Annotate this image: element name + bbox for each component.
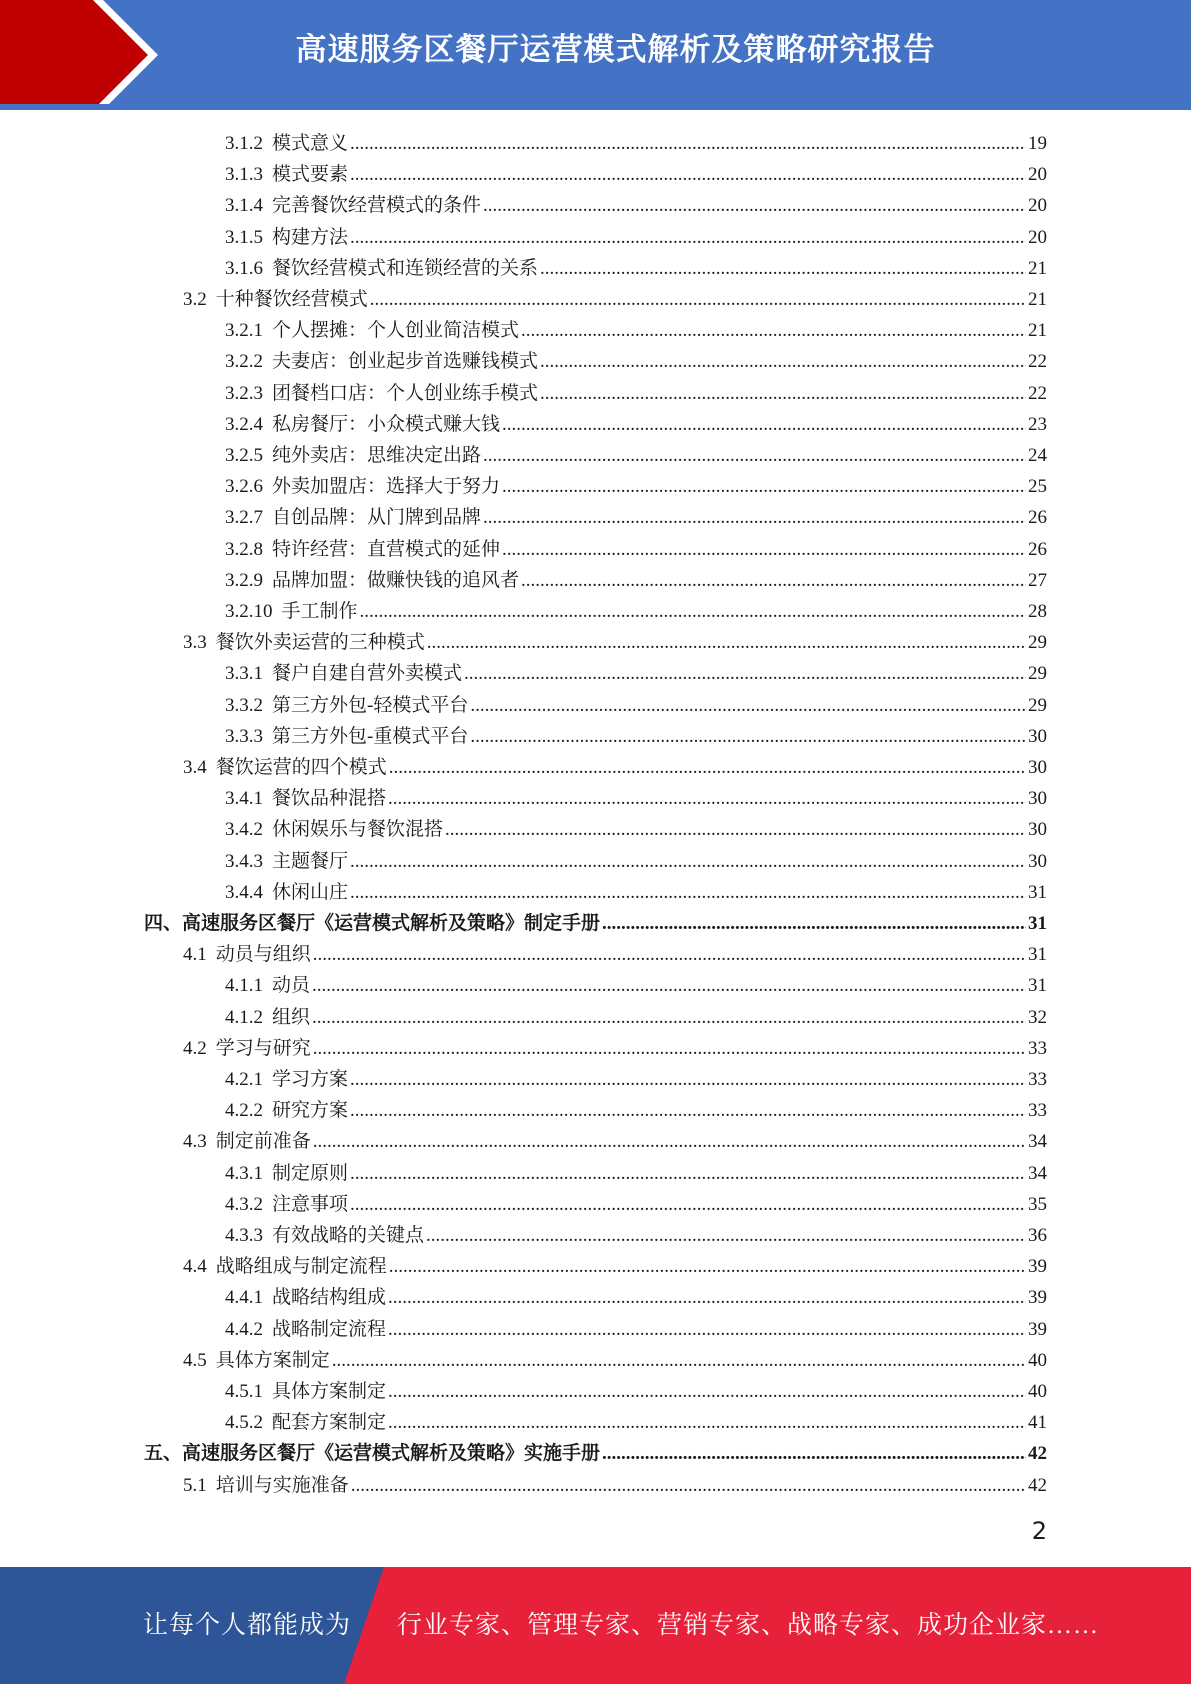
toc-entry-number: 3.2.10 — [225, 601, 273, 622]
toc-entry-number: 4.3.3 — [225, 1225, 263, 1246]
toc-dot-leader — [388, 1314, 1026, 1345]
toc-entry-page: 25 — [1028, 476, 1047, 498]
toc-entry-title: 培训与实施准备 — [215, 1474, 349, 1496]
page-number: 2 — [1031, 1517, 1047, 1545]
toc-entry[interactable] — [225, 970, 1047, 1001]
toc-entry-title: 具体方案制定 — [215, 1349, 330, 1371]
toc-entry-page: 34 — [1028, 1131, 1047, 1153]
toc-entry[interactable] — [183, 1033, 1047, 1064]
toc-entry-page: 28 — [1028, 601, 1047, 622]
toc-entry-page: 21 — [1028, 257, 1047, 279]
toc-entry-number: 3.4.1 — [225, 788, 263, 810]
toc-entry-title: 注意事项 — [272, 1193, 349, 1215]
toc-entry-page: 39 — [1028, 1256, 1047, 1278]
toc-entry-number: 4.4.2 — [225, 1318, 263, 1340]
toc-entry-page: 39 — [1028, 1287, 1047, 1309]
toc-entry[interactable] — [225, 222, 1047, 253]
toc-entry-number: 3.1.2 — [225, 133, 263, 154]
toc-entry-number: 3.3 — [183, 632, 207, 654]
toc-entry-number: 3.1.6 — [225, 257, 263, 279]
toc-entry-title: 餐饮经营模式和连锁经营的关系 — [272, 257, 539, 279]
toc-entry-page: 31 — [1028, 975, 1047, 997]
toc-entry-page: 31 — [1028, 881, 1047, 903]
toc-entry[interactable] — [144, 908, 1047, 939]
toc-entry-page: 22 — [1028, 351, 1047, 373]
toc-entry-title: 餐饮品种混搭 — [272, 788, 387, 810]
page-header — [0, 0, 1191, 110]
toc-entry-title: 模式要素 — [272, 164, 349, 186]
toc-entry-title: 五、高速服务区餐厅《运营模式解析及策略》实施手册 — [144, 1443, 601, 1465]
toc-dot-leader — [470, 690, 1026, 721]
toc-entry-number: 3.1.4 — [225, 195, 263, 217]
toc-dot-leader — [540, 346, 1026, 377]
toc-entry[interactable] — [225, 534, 1047, 565]
toc-dot-leader — [483, 190, 1026, 221]
toc-entry-number: 3.2.5 — [225, 445, 263, 466]
toc-entry-page: 42 — [1028, 1474, 1047, 1496]
toc-entry-number: 4.3 — [183, 1131, 207, 1153]
toc-entry-title: 动员与组织 — [215, 944, 311, 966]
toc-entry[interactable] — [225, 1064, 1047, 1095]
toc-entry-page: 29 — [1028, 694, 1047, 716]
toc-dot-leader — [388, 1407, 1026, 1438]
toc-entry[interactable] — [183, 627, 1047, 658]
toc-entry-number: 4.4.1 — [225, 1287, 263, 1309]
toc-entry-title: 第三方外包-重模式平台 — [272, 725, 469, 747]
toc-entry-number: 4.3.2 — [225, 1193, 263, 1215]
toc-entry-page: 20 — [1028, 195, 1047, 217]
toc-entry-title: 个人摆摊：个人创业简洁模式 — [272, 320, 520, 342]
toc-dot-leader — [350, 159, 1026, 190]
toc-entry-page: 33 — [1028, 1037, 1047, 1059]
toc-entry[interactable] — [225, 440, 1047, 471]
toc-dot-leader — [464, 658, 1026, 689]
footer-slogan-left: 让每个人都能成为 — [143, 1612, 352, 1639]
toc-entry[interactable] — [183, 1345, 1047, 1376]
toc-entry[interactable] — [225, 253, 1047, 284]
toc-dot-leader — [521, 315, 1026, 346]
toc-entry[interactable] — [225, 1376, 1047, 1407]
toc-dot-leader — [426, 1220, 1026, 1251]
toc-entry-number: 4.4 — [183, 1256, 207, 1278]
toc-entry-number: 3.3.3 — [225, 725, 263, 747]
toc-dot-leader — [360, 596, 1026, 627]
toc-entry-number: 4.1 — [183, 944, 207, 966]
toc-entry[interactable] — [225, 877, 1047, 908]
toc-entry-number: 3.2.6 — [225, 476, 263, 498]
toc-entry-title: 战略组成与制定流程 — [215, 1256, 387, 1278]
toc-entry-title: 纯外卖店：思维决定出路 — [272, 445, 482, 466]
toc-entry-page: 24 — [1028, 445, 1047, 466]
toc-entry-number: 4.5 — [183, 1349, 207, 1371]
toc-entry-page: 20 — [1028, 226, 1047, 248]
toc-entry-page: 31 — [1028, 913, 1047, 934]
toc-entry[interactable] — [225, 409, 1047, 440]
toc-entry-number: 4.2.2 — [225, 1100, 263, 1122]
toc-entry-title: 组织 — [272, 1006, 311, 1028]
toc-entry-title: 团餐档口店：个人创业练手模式 — [272, 382, 539, 404]
toc-entry-number: 4.1.2 — [225, 1006, 263, 1028]
toc-entry-number: 3.1.3 — [225, 164, 263, 186]
toc-dot-leader — [602, 908, 1026, 939]
toc-entry-title: 学习方案 — [272, 1069, 349, 1090]
toc-dot-leader — [540, 253, 1026, 284]
toc-entry-number: 3.2.2 — [225, 351, 263, 373]
toc-dot-leader — [389, 752, 1026, 783]
toc-entry-number: 4.5.1 — [225, 1381, 263, 1402]
toc-entry[interactable] — [225, 565, 1047, 596]
toc-entry-page: 36 — [1028, 1225, 1047, 1246]
toc-entry-title: 餐饮运营的四个模式 — [215, 757, 387, 778]
toc-entry-number: 4.5.2 — [225, 1412, 263, 1434]
toc-dot-leader — [332, 1345, 1026, 1376]
toc-dot-leader — [427, 627, 1026, 658]
toc-entry-number: 3.2.7 — [225, 507, 263, 529]
toc-entry-title: 特许经营：直营模式的延伸 — [272, 538, 501, 560]
toc-entry-number: 4.2 — [183, 1037, 207, 1059]
toc-entry-number: 4.2.1 — [225, 1069, 263, 1090]
toc-entry[interactable] — [225, 471, 1047, 502]
toc-dot-leader — [502, 471, 1026, 502]
toc-entry-page: 19 — [1028, 133, 1047, 154]
toc-entry[interactable] — [225, 1282, 1047, 1313]
toc-entry-page: 30 — [1028, 819, 1047, 841]
toc-entry[interactable] — [225, 346, 1047, 377]
toc-entry[interactable] — [144, 1438, 1047, 1469]
toc-entry-number: 3.2.9 — [225, 569, 263, 591]
toc-entry-title: 品牌加盟：做赚快钱的追风者 — [272, 569, 520, 591]
toc-dot-leader — [502, 409, 1026, 440]
toc-dot-leader — [483, 440, 1026, 471]
toc-entry-title: 餐饮外卖运营的三种模式 — [215, 632, 425, 654]
toc-entry-page: 41 — [1028, 1412, 1047, 1434]
toc-entry-number: 3.3.2 — [225, 694, 263, 716]
toc-entry-page: 22 — [1028, 382, 1047, 404]
toc-entry-page: 31 — [1028, 944, 1047, 966]
toc-entry[interactable] — [225, 1407, 1047, 1438]
toc-entry-page: 40 — [1028, 1349, 1047, 1371]
toc-dot-leader — [388, 1376, 1026, 1407]
toc-entry[interactable] — [225, 1095, 1047, 1126]
toc-entry-title: 第三方外包-轻模式平台 — [272, 694, 469, 716]
toc-entry[interactable] — [225, 1220, 1047, 1251]
toc-entry-title: 夫妻店：创业起步首选赚钱模式 — [272, 351, 539, 373]
toc-entry[interactable] — [225, 502, 1047, 533]
toc-entry-page: 29 — [1028, 663, 1047, 685]
toc-entry[interactable] — [225, 814, 1047, 845]
toc-entry[interactable] — [183, 1470, 1047, 1501]
toc-dot-leader — [313, 1033, 1026, 1064]
toc-entry-page: 27 — [1028, 569, 1047, 591]
toc-dot-leader — [470, 721, 1026, 752]
toc-dot-leader — [388, 1282, 1026, 1313]
toc-entry-title: 完善餐饮经营模式的条件 — [272, 195, 482, 217]
toc-entry-page: 23 — [1028, 413, 1047, 435]
toc-entry-title: 战略结构组成 — [272, 1287, 387, 1309]
toc-entry-page: 29 — [1028, 632, 1047, 654]
toc-entry-page: 35 — [1028, 1193, 1047, 1215]
toc-dot-leader — [351, 1470, 1026, 1501]
toc-dot-leader — [313, 939, 1026, 970]
toc-entry-title: 模式意义 — [272, 133, 349, 154]
toc-dot-leader — [521, 565, 1026, 596]
toc-entry[interactable] — [225, 1189, 1047, 1220]
toc-entry-page: 26 — [1028, 538, 1047, 560]
report-title: 高速服务区餐厅运营模式解析及策略研究报告 — [295, 32, 936, 68]
toc-entry-title: 四、高速服务区餐厅《运营模式解析及策略》制定手册 — [144, 913, 601, 934]
toc-entry-number: 3.2.4 — [225, 413, 263, 435]
toc-entry-number: 3.4.4 — [225, 881, 263, 903]
toc-entry[interactable] — [225, 1002, 1047, 1033]
toc-entry-page: 21 — [1028, 289, 1047, 310]
toc-dot-leader — [445, 814, 1026, 845]
toc-entry-page: 33 — [1028, 1069, 1047, 1090]
toc-entry-page: 30 — [1028, 850, 1047, 872]
toc-dot-leader — [350, 128, 1026, 159]
toc-entry[interactable] — [183, 1251, 1047, 1282]
toc-entry-number: 3.4 — [183, 757, 207, 778]
toc-dot-leader — [350, 222, 1026, 253]
footer-slogan-right: 行业专家、管理专家、营销专家、战略专家、成功企业家…… — [397, 1612, 1100, 1639]
toc-entry-title: 休闲山庄 — [272, 881, 349, 903]
toc-entry-title: 具体方案制定 — [272, 1381, 387, 1402]
toc-entry-page: 30 — [1028, 725, 1047, 747]
toc-dot-leader — [370, 284, 1026, 315]
toc-entry-number: 3.2.3 — [225, 382, 263, 404]
toc-entry-page: 42 — [1028, 1443, 1047, 1465]
toc-entry-number: 3.4.3 — [225, 850, 263, 872]
toc-entry-title: 私房餐厅：小众模式赚大钱 — [272, 413, 501, 435]
toc-entry-page: 34 — [1028, 1162, 1047, 1184]
toc-entry[interactable] — [225, 846, 1047, 877]
toc-dot-leader — [350, 877, 1026, 908]
toc-entry-page: 20 — [1028, 164, 1047, 186]
toc-entry-number: 3.4.2 — [225, 819, 263, 841]
toc-entry-title: 十种餐饮经营模式 — [215, 289, 368, 310]
toc-entry-title: 战略制定流程 — [272, 1318, 387, 1340]
toc-dot-leader — [350, 1064, 1026, 1095]
toc-entry[interactable] — [183, 1126, 1047, 1157]
toc-dot-leader — [540, 378, 1026, 409]
toc-entry-title: 自创品牌：从门牌到品牌 — [272, 507, 482, 529]
toc-entry-page: 32 — [1028, 1006, 1047, 1028]
toc-entry-title: 休闲娱乐与餐饮混搭 — [272, 819, 444, 841]
toc-entry-page: 30 — [1028, 788, 1047, 810]
page-footer — [0, 1567, 1191, 1684]
toc-dot-leader — [502, 534, 1026, 565]
toc-entry-page: 33 — [1028, 1100, 1047, 1122]
toc-entry[interactable] — [225, 596, 1047, 627]
toc-entry-number: 5.1 — [183, 1474, 207, 1496]
toc-entry-number: 4.1.1 — [225, 975, 263, 997]
toc-entry-title: 动员 — [272, 975, 311, 997]
toc-dot-leader — [312, 1002, 1026, 1033]
toc-dot-leader — [313, 1126, 1026, 1157]
toc-entry-number: 3.2 — [183, 289, 207, 310]
toc-entry-page: 40 — [1028, 1381, 1047, 1402]
toc-entry-title: 外卖加盟店：选择大于努力 — [272, 476, 501, 498]
toc-entry-title: 研究方案 — [272, 1100, 349, 1122]
toc-entry-number: 3.3.1 — [225, 663, 263, 685]
toc-entry-page: 39 — [1028, 1318, 1047, 1340]
toc-dot-leader — [350, 1095, 1026, 1126]
toc-dot-leader — [350, 846, 1026, 877]
toc-entry[interactable] — [225, 1314, 1047, 1345]
toc-entry[interactable] — [183, 939, 1047, 970]
toc-dot-leader — [389, 1251, 1026, 1282]
toc-dot-leader — [312, 970, 1026, 1001]
toc-entry[interactable] — [225, 315, 1047, 346]
toc-entry[interactable] — [225, 721, 1047, 752]
toc-entry[interactable] — [225, 658, 1047, 689]
toc-entry[interactable] — [225, 190, 1047, 221]
toc-entry[interactable] — [225, 690, 1047, 721]
toc-entry-title: 制定原则 — [272, 1162, 349, 1184]
toc-entry-number: 3.1.5 — [225, 226, 263, 248]
toc-entry-title: 构建方法 — [272, 226, 349, 248]
toc-entry[interactable] — [225, 159, 1047, 190]
toc-entry-title: 配套方案制定 — [272, 1412, 387, 1434]
toc-entry[interactable] — [225, 128, 1047, 159]
toc-entry-title: 制定前准备 — [215, 1131, 311, 1153]
toc-entry-number: 3.2.8 — [225, 538, 263, 560]
toc-entry[interactable] — [225, 378, 1047, 409]
toc-entry-title: 手工制作 — [281, 601, 358, 622]
toc-entry-number: 3.2.1 — [225, 320, 263, 342]
toc-entry[interactable] — [183, 284, 1047, 315]
toc-dot-leader — [350, 1189, 1026, 1220]
toc-entry-title: 学习与研究 — [215, 1037, 311, 1059]
toc-entry-number: 4.3.1 — [225, 1162, 263, 1184]
toc-entry-title: 餐户自建自营外卖模式 — [272, 663, 463, 685]
toc-entry-title: 有效战略的关键点 — [272, 1225, 425, 1246]
toc-entry[interactable] — [183, 752, 1047, 783]
toc-dot-leader — [388, 783, 1026, 814]
toc-entry[interactable] — [225, 1158, 1047, 1189]
toc-dot-leader — [483, 502, 1026, 533]
toc-dot-leader — [602, 1438, 1026, 1469]
toc-entry-page: 21 — [1028, 320, 1047, 342]
toc-entry[interactable] — [225, 783, 1047, 814]
toc-dot-leader — [350, 1158, 1026, 1189]
toc-entry-page: 26 — [1028, 507, 1047, 529]
toc-entry-title: 主题餐厅 — [272, 850, 349, 872]
toc-entry-page: 30 — [1028, 757, 1047, 778]
